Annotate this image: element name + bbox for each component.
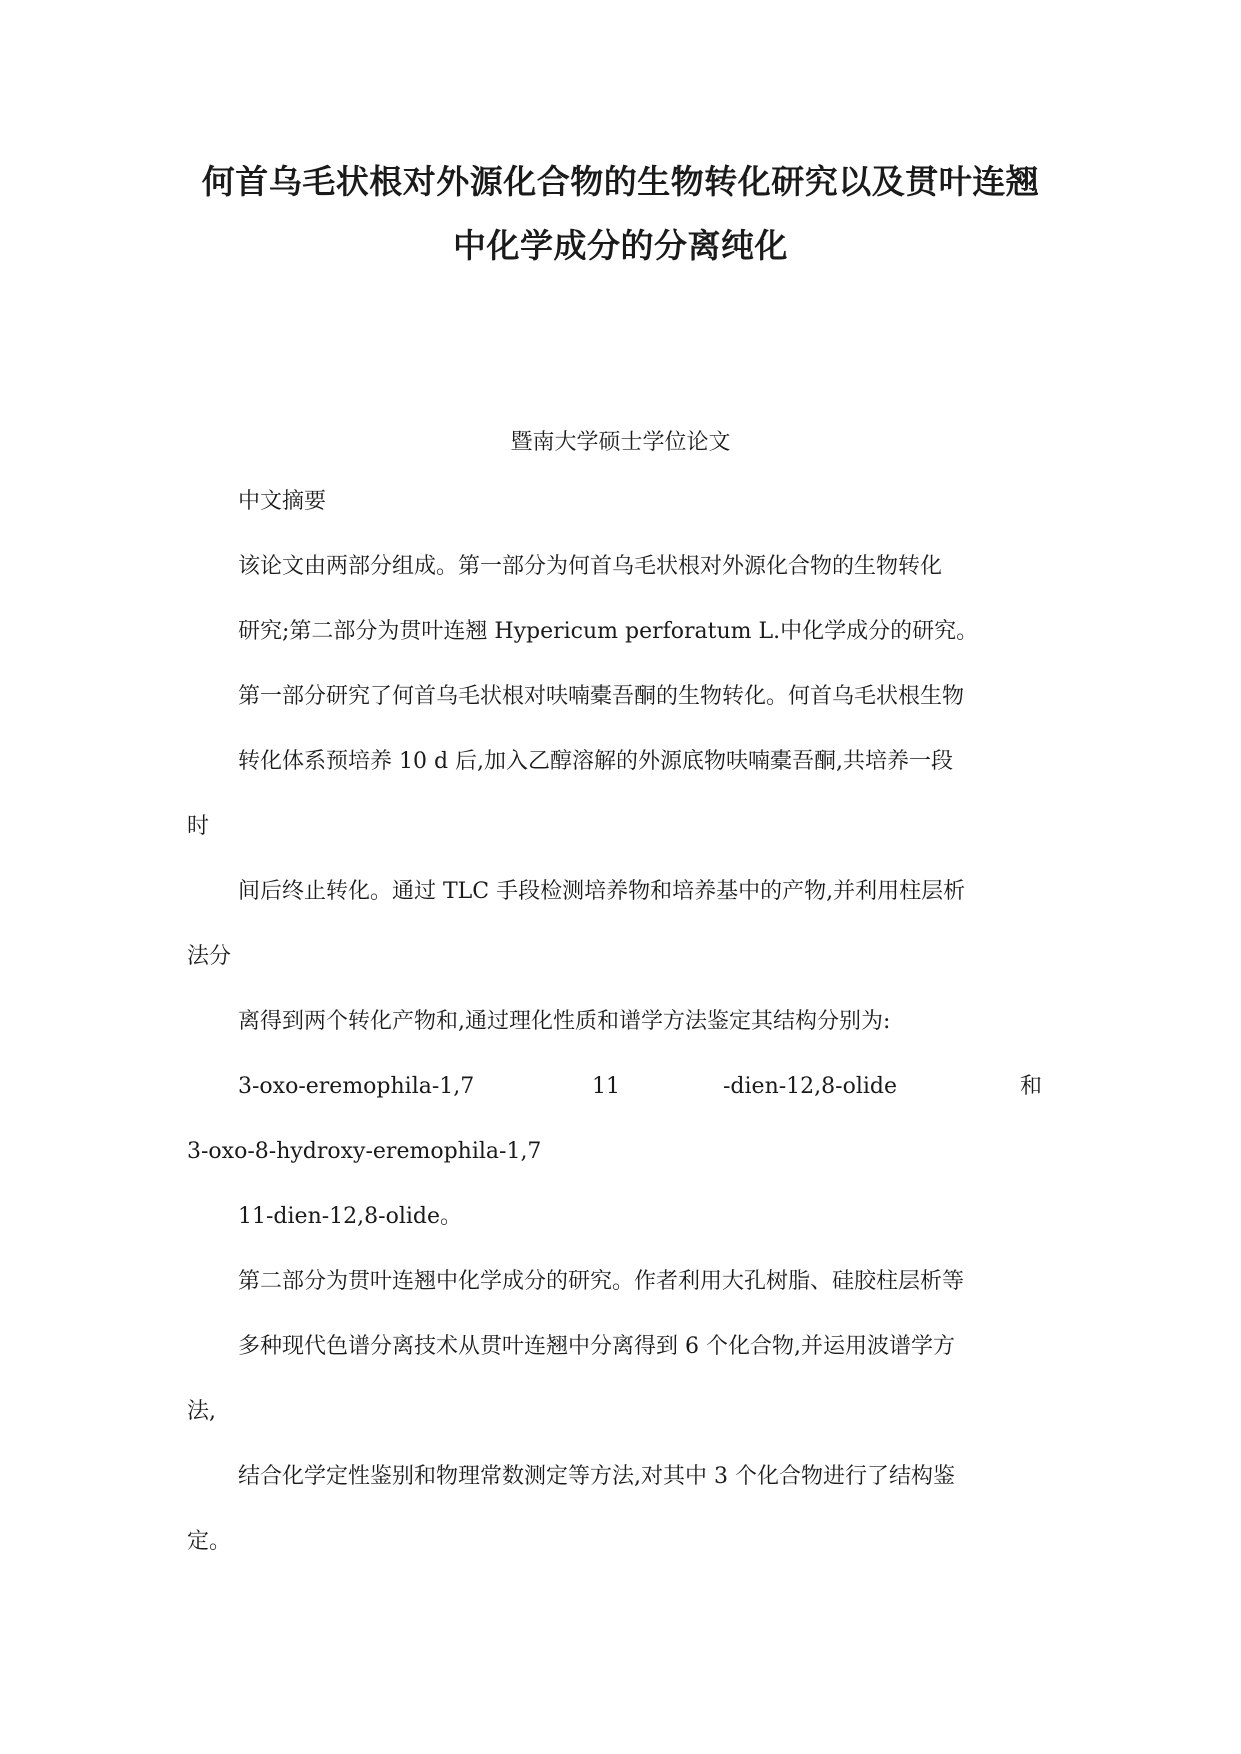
paragraph-line: 离得到两个转化产物和,通过理化性质和谱学方法鉴定其结构分别为: bbox=[238, 1009, 891, 1034]
abstract-heading: 中文摘要 bbox=[238, 489, 327, 514]
paragraph-line: 法, bbox=[187, 1399, 216, 1424]
thesis-type-subtitle: 暨南大学硕士学位论文 bbox=[510, 430, 731, 455]
paragraph-line: 多种现代色谱分离技术从贯叶连翘中分离得到 6 个化合物,并运用波谱学方 bbox=[238, 1334, 955, 1359]
formula-part-1: 3-oxo-eremophila-1,7 bbox=[238, 1074, 475, 1099]
formula-part-3: -dien-12,8-olide bbox=[723, 1074, 898, 1099]
formula-part-2: 11 bbox=[592, 1074, 620, 1099]
paragraph-line: 第二部分为贯叶连翘中化学成分的研究。作者利用大孔树脂、硅胶柱层析等 bbox=[238, 1269, 965, 1294]
paragraph-line: 时 bbox=[187, 814, 210, 839]
paragraph-line: 该论文由两部分组成。第一部分为何首乌毛状根对外源化合物的生物转化 bbox=[238, 554, 943, 579]
paragraph-line: 定。 bbox=[187, 1529, 232, 1554]
paragraph-line: 研究;第二部分为贯叶连翘 Hypericum perforatum L.中化学成分的研究。 bbox=[238, 619, 979, 644]
formula-part-4: 和 bbox=[1020, 1074, 1043, 1099]
paragraph-line: 间后终止转化。通过 TLC 手段检测培养物和培养基中的产物,并利用柱层析 bbox=[238, 879, 966, 904]
paragraph-line: 11-dien-12,8-olide。 bbox=[238, 1204, 463, 1229]
document-title-line-1: 何首乌毛状根对外源化合物的生物转化研究以及贯叶连翘 bbox=[201, 162, 1040, 201]
paragraph-line: 结合化学定性鉴别和物理常数测定等方法,对其中 3 个化合物进行了结构鉴 bbox=[238, 1464, 955, 1489]
paragraph-line: 第一部分研究了何首乌毛状根对呋喃橐吾酮的生物转化。何首乌毛状根生物 bbox=[238, 684, 965, 709]
paragraph-line: 转化体系预培养 10 d 后,加入乙醇溶解的外源底物呋喃橐吾酮,共培养一段 bbox=[238, 749, 954, 774]
paragraph-line: 3-oxo-8-hydroxy-eremophila-1,7 bbox=[187, 1139, 542, 1164]
paragraph-line: 法分 bbox=[187, 944, 232, 969]
document-title-line-2: 中化学成分的分离纯化 bbox=[453, 226, 788, 265]
